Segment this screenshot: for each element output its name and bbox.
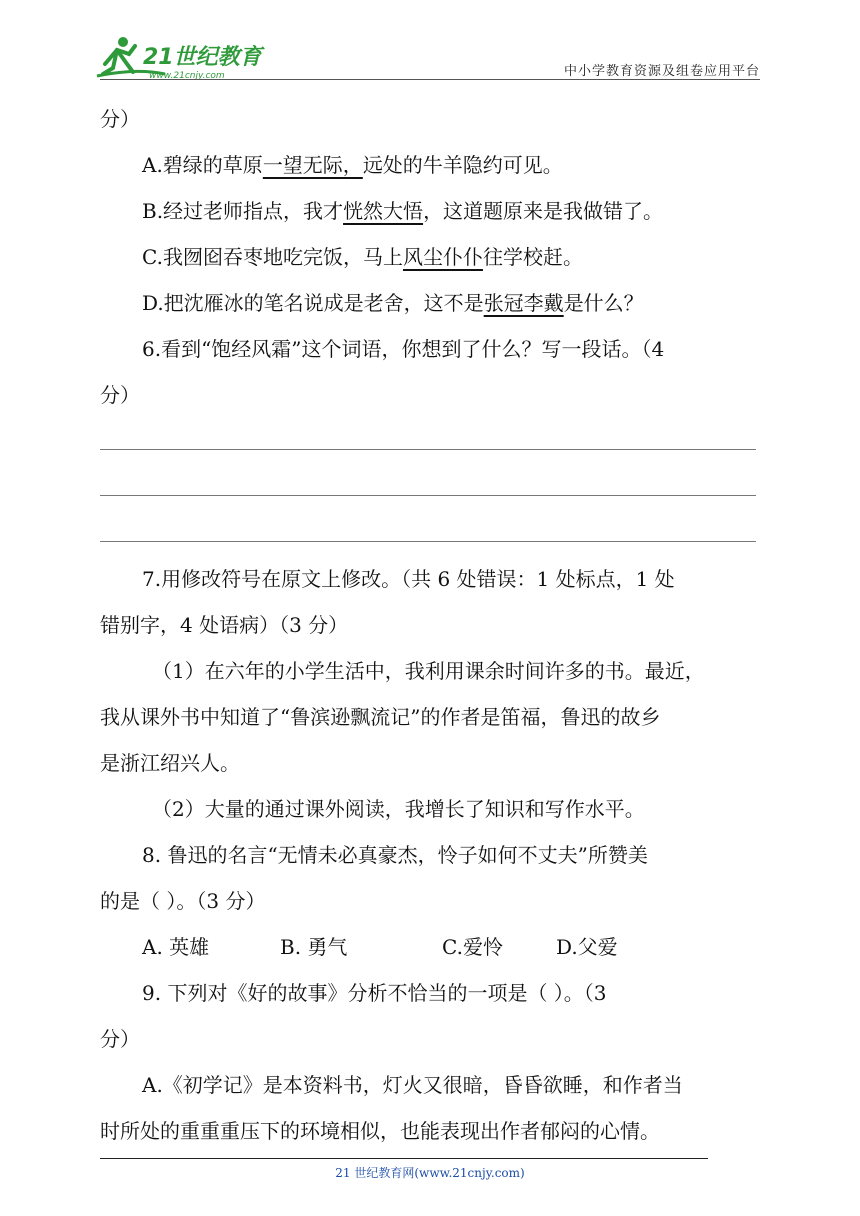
q5-option-d: D.把沈雁冰的笔名说成是老舍，这不是张冠李戴是什么？: [142, 291, 644, 315]
footer-divider: [100, 1158, 708, 1159]
logo-text: 21世纪教育: [143, 45, 262, 70]
underlined-idiom: 张冠李戴: [483, 291, 564, 315]
q5-option-c: C.我囫囵吞枣地吃完饭，马上风尘仆仆往学校赶。: [142, 245, 583, 269]
q7-passage-1: （1）在六年的小学生活中，我利用课余时间许多的书。最近，: [152, 659, 705, 683]
answer-line-1[interactable]: [100, 418, 762, 464]
logo-graphic: [95, 34, 265, 80]
q5-option-b: B.经过老师指点，我才恍然大悟，这道题原来是我做错了。: [142, 199, 664, 223]
q9-option-a-line-2: 时所处的重重重压下的环境相似，也能表现出作者郁闷的心情。: [100, 1119, 660, 1143]
logo-url: www.21cnjy.com: [149, 71, 225, 80]
footer-link[interactable]: 21 世纪教育网(www.21cnjy.com): [335, 1166, 525, 1180]
underlined-idiom: 一望无际，: [262, 153, 363, 177]
q8-option-b: B. 勇气: [280, 935, 348, 959]
q7-passage-1-line-2: 我从课外书中知道了“鲁滨逊飘流记”的作者是笛福，鲁迅的故乡: [100, 705, 661, 729]
q7-passage-2: （2）大量的通过课外阅读，我增长了知识和写作水平。: [152, 797, 645, 821]
question-7: 7.用修改符号在原文上修改。（共 6 处错误：1 处标点，1 处: [142, 567, 675, 591]
q9-option-a: A.《初学记》是本资料书，灯火又很暗，昏昏欲睡，和作者当: [142, 1073, 683, 1097]
question-8: 8. 鲁迅的名言“无情未必真豪杰，怜子如何不丈夫”所赞美: [142, 843, 648, 867]
platform-tagline: 中小学教育资源及组卷应用平台: [563, 64, 760, 79]
q7-passage-1-line-3: 是浙江绍兴人。: [100, 751, 240, 775]
page-header: [0, 0, 860, 90]
answer-line-2[interactable]: [100, 464, 762, 510]
question-6-continuation: 分）: [100, 383, 140, 407]
underlined-idiom: 恍然大悟: [343, 199, 424, 223]
q8-option-a: A. 英雄: [142, 935, 210, 959]
header-divider: [100, 79, 760, 80]
question-7-continuation: 错别字，4 处语病）（3 分）: [100, 613, 349, 637]
question-9: 9. 下列对《好的故事》分析不恰当的一项是（ ）。（3: [142, 981, 607, 1005]
question-8-continuation: 的是（ ）。（3 分）: [100, 889, 266, 913]
answer-line-3[interactable]: [100, 510, 762, 556]
question-6: 6.看到“饱经风霜”这个词语，你想到了什么？写一段话。（4: [142, 337, 665, 361]
q8-option-c: C.爱怜: [442, 935, 503, 959]
q5-option-a: A.碧绿的草原一望无际，远处的牛羊隐约可见。: [142, 153, 563, 177]
site-logo[interactable]: [95, 34, 265, 80]
underlined-idiom: 风尘仆仆: [402, 245, 483, 269]
document-body: [100, 96, 762, 1154]
q8-option-d: D.父爱: [556, 935, 618, 959]
q5-continuation: 分）: [100, 107, 140, 131]
q8-choices: [100, 924, 762, 970]
question-9-continuation: 分）: [100, 1027, 140, 1051]
